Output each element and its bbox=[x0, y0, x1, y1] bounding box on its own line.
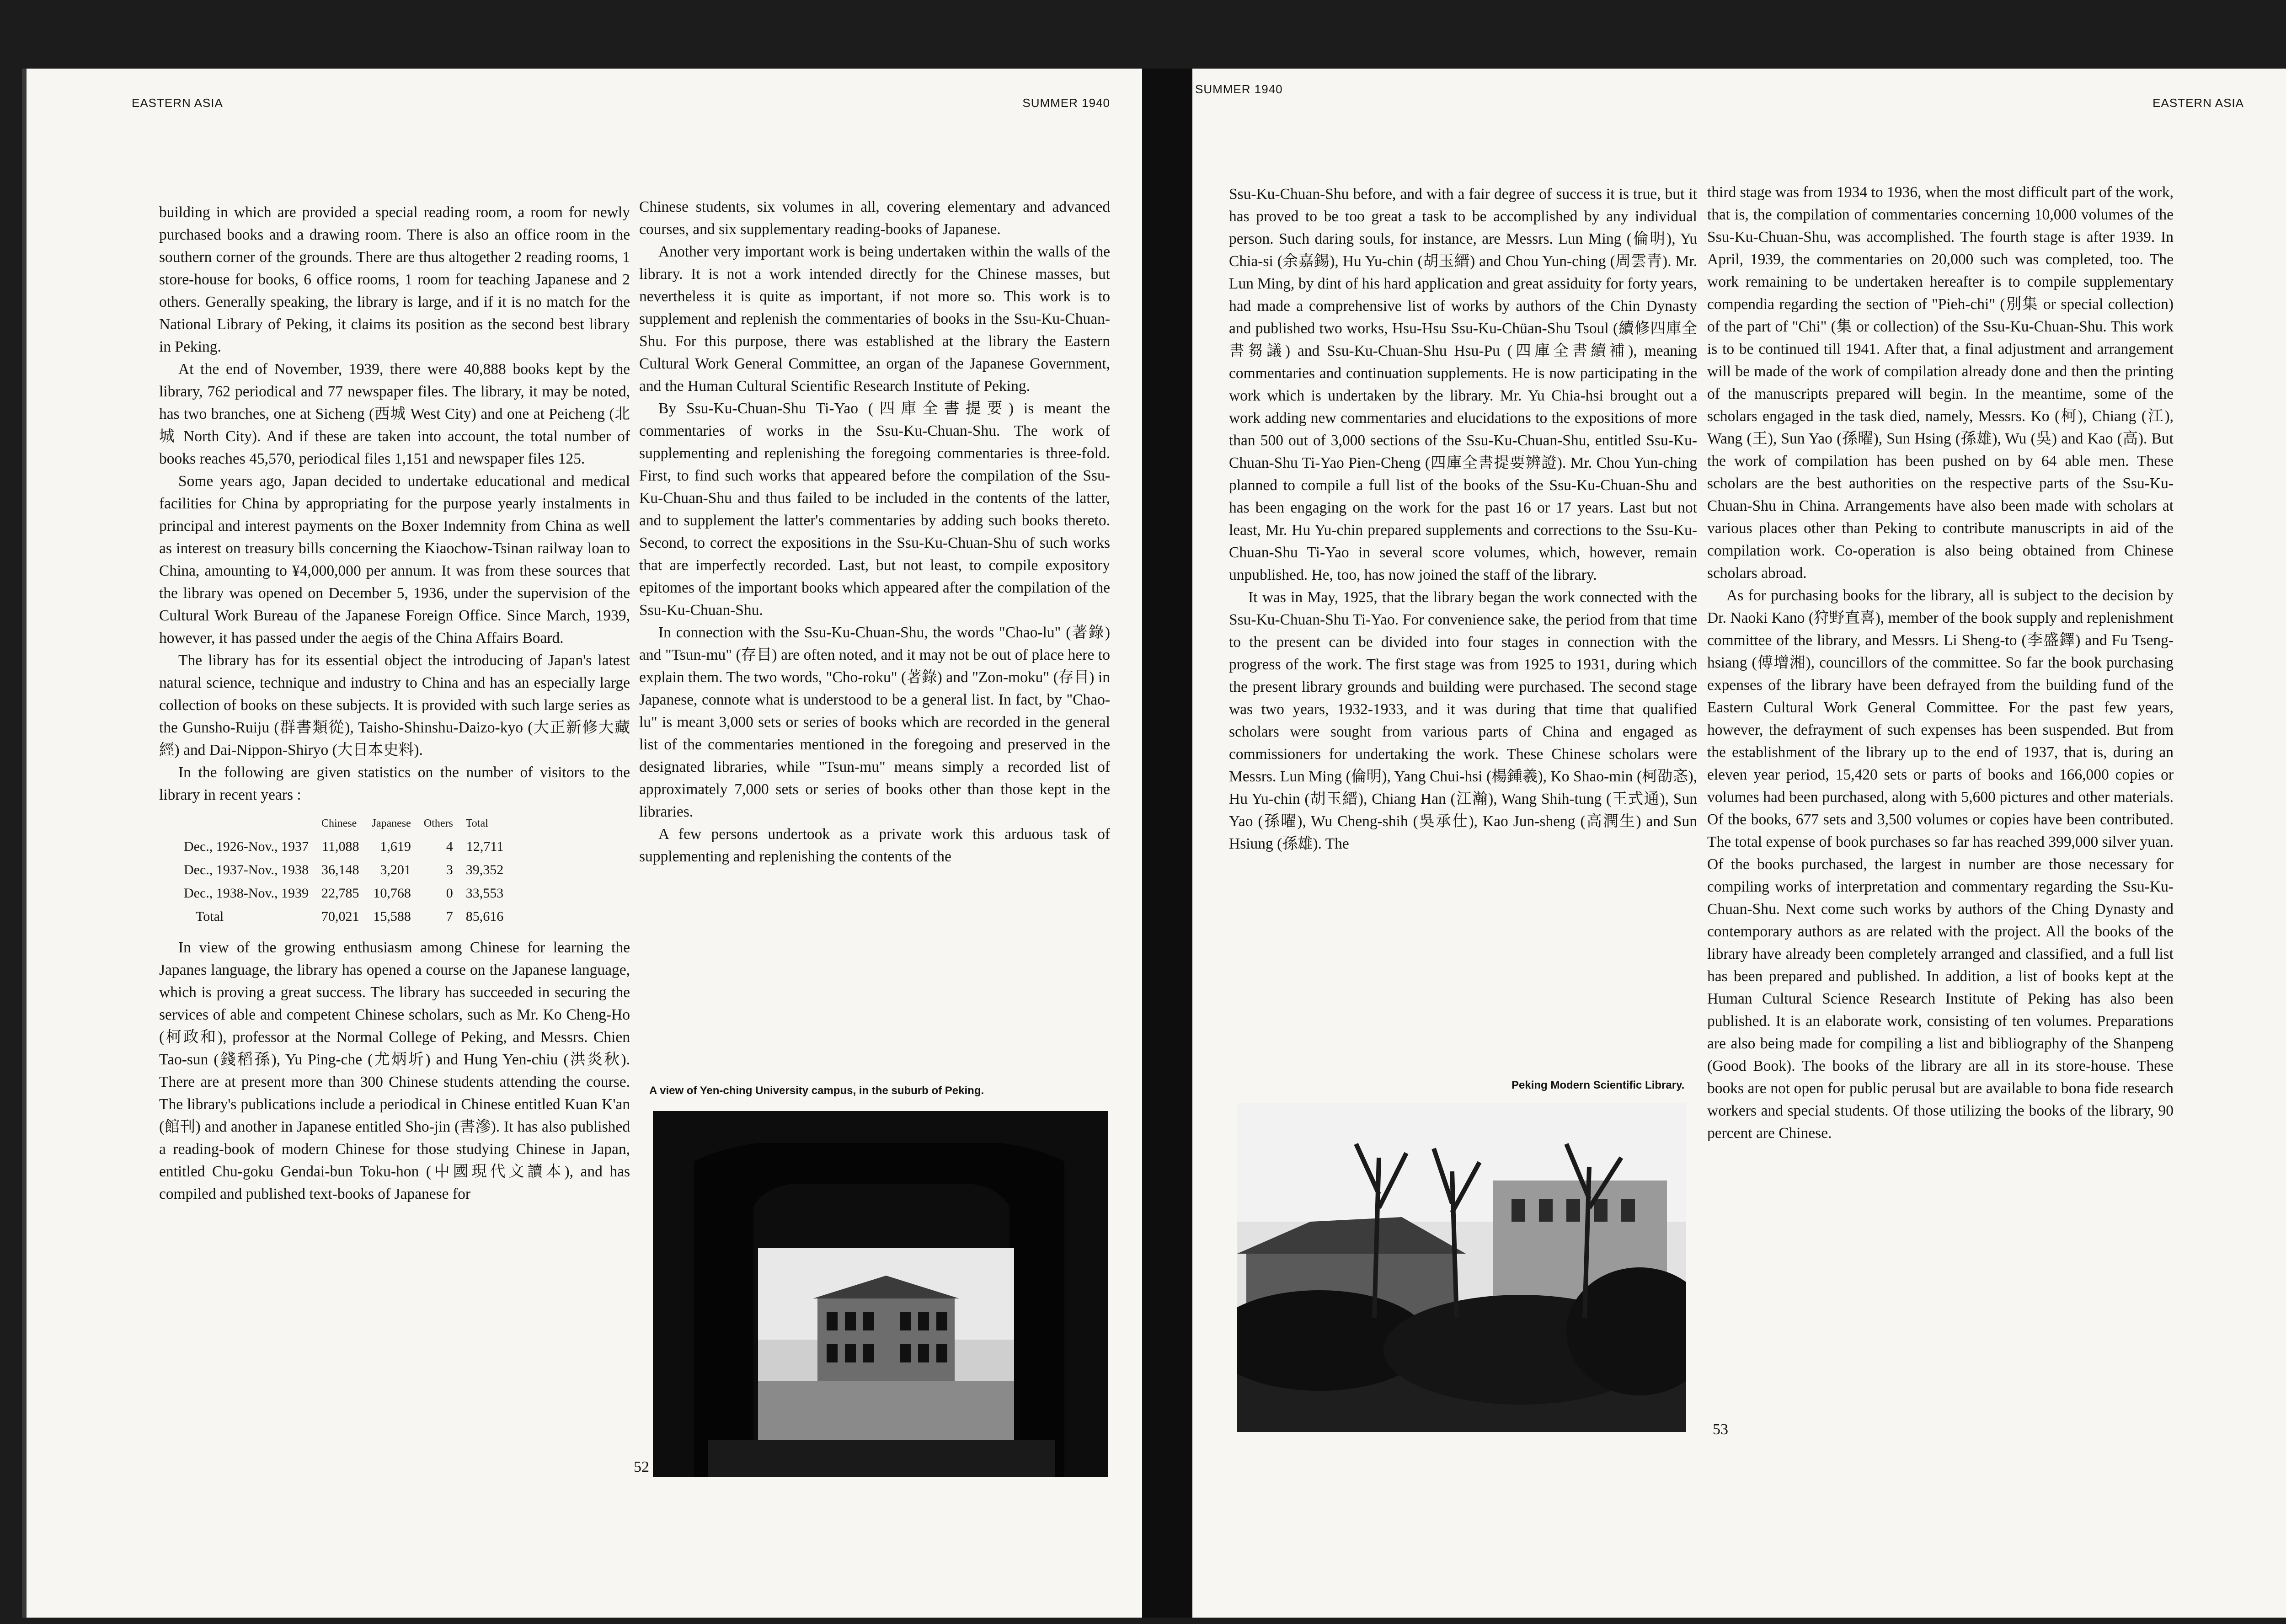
table-cell: 36,148 bbox=[321, 862, 359, 877]
table-cell: 85,616 bbox=[465, 909, 504, 924]
paragraph: As for purchasing books for the library, all is subject to the decision by Dr. Naoki Kano (狩野直喜), member of the book supply and replenishment committee of the library, and Messrs. Li Sheng-to (李盛鐸) and Fu Tseng-hsiang (傅增湘), councillors of the committee. So far the book purchasing expenses of the library have been defrayed from the building fund of the Eastern Cultural Work General Committee. For the past few years, however, the defrayment of such expenses has been suspended. But from the establishment of the library up to the end of 1937, that is, during an eleven year period, 15,420 sets or parts of books and 166,000 copies or volumes had been purchased, along with 5,600 pictures and other materials. Of the books, 677 sets and 3,500 volumes or copies have been contributed. The total expense of book purchases so far has reached 399,000 silver yuan. Of the books purchased, the largest in number are those necessary for compiling works of interpretation and commentary regarding the Ssu-Ku-Chuan-Shu. Next come such works by authors of the Ching Dynasty and contemporary authors as are related with the project. All the books of the library have already been completely arranged and classified, and a full list has been prepared and published. In addition, a list of books kept at the Human Cultural Science Research Institute of Peking has also been published. It is an elaborate work, consisting of ten volumes. Preparations are also being made for compiling a list and bibliography of the Shanpeng (Good Book). The books of the library are all in its store-house. These books are not open for public perusal but are available to bona fide research workers and special students. Of those utilizing the books of the library, 90 percent are Chinese. bbox=[1707, 587, 2174, 1142]
table-header: Others bbox=[423, 817, 453, 829]
table-header bbox=[177, 812, 315, 835]
right-column-2 bbox=[1707, 181, 2174, 1144]
book-gutter bbox=[1138, 69, 1192, 1618]
table-cell: Total bbox=[196, 909, 224, 924]
paragraph: Ssu-Ku-Chuan-Shu before, and with a fair degree of success it is true, but it has proved to be too great a task to be accomplished by any individual person. Such daring souls, for instance, are Messrs. Lun Ming (倫明), Yu Chia-si (余嘉錫), Hu Yu-chin (胡玉縉) and Chou Yun-ching (周雲青). Mr. Lun Ming, by dint of his hard application and great assiduity for forty years, had made a comprehensive list of works by authors of the Chin Dynasty and published two works, Hsu-Hsu Ssu-Ku-Chüan-Shu Tsoul (續修四庫全書芻議) and Ssu-Ku-Chuan-Shu Hsu-Pu (四庫全書續補), meaning commentaries and continuation supplements. He is now participating in the work which is undertaken by the library. Mr. Yu Chia-hsi brought out a work adding new commentaries and elucidations to the expositions of more than 500 out of 3,000 sections of the Ssu-Ku-Chuan-Shu, entitled Ssu-Ku-Chuan-Shu Ti-Yao Pien-Cheng (四庫全書提要辨證). Mr. Chou Yun-ching planned to compile a full list of the books of the Ssu-Ku-Chuan-Shu and has been engaging on the work for the past 16 or 17 years. Last but not least, Mr. Hu Yu-chin prepared supplements and corrections to the Ssu-Ku-Chuan-Shu Ti-Yao in several score volumes, which, however, remain unpublished. He, too, has now joined the staff of the library. bbox=[1229, 186, 1697, 583]
right-page bbox=[1192, 69, 2286, 1618]
right-running-head: EASTERN ASIA bbox=[2152, 96, 2244, 110]
paragraph: A few persons undertook as a private work this arduous task of supplementing and replenishing the contents of the bbox=[639, 826, 1110, 865]
table-row bbox=[177, 881, 510, 905]
visitor-statistics-table bbox=[177, 812, 510, 928]
table-row bbox=[177, 905, 510, 928]
table-cell: 0 bbox=[446, 886, 453, 901]
page-number: 52 bbox=[634, 1458, 649, 1475]
table-cell: Dec., 1926-Nov., 1937 bbox=[184, 839, 309, 854]
right-column-1 bbox=[1229, 183, 1697, 855]
photo-caption: A view of Yen-ching University campus, in the suburb of Peking. bbox=[649, 1084, 984, 1097]
left-column-2 bbox=[639, 196, 1110, 868]
right-running-date: SUMMER 1940 bbox=[1195, 82, 1283, 96]
left-running-head: EASTERN ASIA bbox=[132, 96, 223, 110]
page-number: 53 bbox=[1713, 1421, 1728, 1438]
table-cell: 39,352 bbox=[465, 862, 504, 877]
campus-photo-image bbox=[653, 1111, 1108, 1477]
left-running-date: SUMMER 1940 bbox=[1022, 96, 1110, 110]
table-cell: 4 bbox=[446, 839, 453, 854]
library-photo bbox=[1237, 1103, 1686, 1432]
library-photo-image bbox=[1237, 1103, 1686, 1432]
paragraph: By Ssu-Ku-Chuan-Shu Ti-Yao (四庫全書提要) is meant the commentaries of works in the Ssu-Ku-Chuan-Shu. The work of supplementing and replenishing the foregoing commentaries is three-fold. First, to find such works that appeared before the compilation of the Ssu-Ku-Chuan-Shu and thus failed to be included in the contents of the latter, and to supplement the latter's commentaries by adding such books thereto. Second, to correct the expositions in the Ssu-Ku-Chuan-Shu of such works that are imperfectly recorded. Last, but not least, to compile expository epitomes of the important books which appeared after the compilation of the Ssu-Ku-Chuan-Shu. bbox=[639, 400, 1110, 619]
paragraph: In view of the growing enthusiasm among Chinese for learning the Japanes language, the library has opened a course on the Japanese language, which is proving a great success. The library has succeeded in securing the services of able and competent Chinese scholars, such as Mr. Ko Cheng-Ho (柯政和), professor at the Normal College of Peking, and Messrs. Chien Tao-sun (錢稻孫), Yu Ping-che (尤炳圻) and Hung Yen-chiu (洪炎秋). There are at present more than 300 Chinese students attending the course. The library's publications include a periodical in Chinese entitled Kuan K'an (館刊) and another in Japanese entitled Sho-jin (書滲). It has also published a reading-book of modern Chinese for those studying Chinese in Japan, entitled Chu-goku Gendai-bun Toku-hon (中國現代文讀本), and has compiled and published text-books of Japanese for bbox=[159, 939, 630, 1202]
table-cell: 12,711 bbox=[466, 839, 504, 854]
left-column-1 bbox=[159, 201, 630, 1205]
paragraph: Another very important work is being undertaken within the walls of the library. It is not a work intended directly for the Chinese masses, but nevertheless it is quite as important, if not more so. This work is to supplement and replenish the commentaries of books in the Ssu-Ku-Chuan-Shu. For this purpose, there was established at the library the Eastern Cultural Work General Committee, an organ of the Japanese Government, and the Human Cultural Scientific Research Institute of Peking. bbox=[639, 243, 1110, 395]
paragraph: The library has for its essential object the introducing of Japan's latest natural science, technique and industry to China and has an especially large collection of books on these subjects. It is provided with such large series as the Gunsho-Ruiju (群書類從), Taisho-Shinshu-Daizo-kyo (大正新修大藏經) and Dai-Nippon-Shiryo (大日本史料). bbox=[159, 652, 630, 759]
table-header: Japanese bbox=[372, 817, 411, 829]
table-row bbox=[177, 835, 510, 858]
paragraph: third stage was from 1934 to 1936, when the most difficult part of the work, that is, the compilation of commentaries concerning 10,000 volumes of the Ssu-Ku-Chuan-Shu, was accomplished. The fourth stage is after 1939. In April, 1939, the commentaries on 20,000 such was completed, too. The work remaining to be undertaken hereafter is to compile supplementary compendia regarding the section of "Pieh-chi" (別集 or special collection) of the part of "Chi" (集 or collection) of the Ssu-Ku-Chuan-Shu. This work is to be continued till 1941. After that, a final adjustment and arrangement will be made of the work of compilation already done and then the printing of the manuscripts prepared will begin. In the meantime, some of the scholars engaged in the task died, namely, Messrs. Ko (柯), Chiang (江), Wang (王), Sun Yao (孫曜), Sun Hsing (孫雄), Wu (吳) and Kao (高). But the work of compilation has been pushed on by 64 able men. These scholars are the best authorities on the respective parts of the Ssu-Ku-Chuan-Shu in China. Arrangements have also been made with scholars at various places other than Peking to contribute manuscripts in aid of the compilation work. Co-operation is also being obtained from Chinese scholars abroad. bbox=[1707, 184, 2174, 582]
campus-photo bbox=[653, 1111, 1108, 1477]
table-cell: Dec., 1937-Nov., 1938 bbox=[184, 862, 309, 877]
table-cell: 22,785 bbox=[321, 886, 359, 901]
paragraph: In the following are given statistics on the number of visitors to the library in recent years : bbox=[159, 764, 630, 803]
table-header: Chinese bbox=[321, 817, 357, 829]
table-cell: 3,201 bbox=[380, 862, 411, 877]
left-page bbox=[22, 69, 1142, 1618]
paragraph: It was in May, 1925, that the library began the work connected with the Ssu-Ku-Chuan-Shu Ti-Yao. For convenience sake, the period from that time to the present can be divided into four stages in connection with the progress of the work. The first stage was from 1925 to 1931, during which the present library grounds and building were purchased. The second stage was two years, 1932-1933, and it was during that time that qualified scholars were sought from various parts of China and engaged as commissioners for undertaking the work. These Chinese scholars were Messrs. Lun Ming (倫明), Yang Chui-hsi (楊鍾羲), Ko Shao-min (柯劭忞), Hu Yu-chin (胡玉縉), Chiang Han (江瀚), Wang Shih-tung (王式通), Sun Yao (孫曜), Wu Cheng-shih (吳承仕), Kao Jun-sheng (高潤生) and Sun Hsiung (孫雄). The bbox=[1229, 589, 1697, 852]
table-cell: 3 bbox=[446, 862, 453, 877]
table-row bbox=[177, 858, 510, 881]
paragraph: building in which are provided a special reading room, a room for newly purchased books and a drawing room. There is also an office room in the southern corner of the grounds. There are thus altogether 2 reading rooms, 1 store-house for books, 6 office rooms, 1 room for teaching Japanese and 2 others. Generally speaking, the library is large, and if it is no match for the National Library of Peking, it claims its position as the second best library in Peking. bbox=[159, 204, 630, 355]
table-cell: 7 bbox=[446, 909, 453, 924]
table-cell: 11,088 bbox=[322, 839, 359, 854]
table-cell: 33,553 bbox=[465, 886, 504, 901]
paragraph: In connection with the Ssu-Ku-Chuan-Shu, the words "Chao-lu" (著錄) and "Tsun-mu" (存目) are often noted, and it may not be out of place here to explain them. The two words, "Cho-roku" (著錄) and "Zon-moku" (存目) in Japanese, connote what is understood to be a general list. In fact, by "Chao-lu" is meant 3,000 sets or series of books which are recorded in the general list of the commentaries mentioned in the foregoing and preserved in the designated libraries, while "Tsun-mu" means simply a recorded list of approximately 7,000 sets or series of books other than those kept in the libraries. bbox=[639, 624, 1110, 820]
table-header: Total bbox=[465, 817, 488, 829]
table-cell: 70,021 bbox=[321, 909, 359, 924]
paragraph: Chinese students, six volumes in all, covering elementary and advanced courses, and six supplementary reading-books of Japanese. bbox=[639, 198, 1110, 238]
paragraph: Some years ago, Japan decided to undertake educational and medical facilities for China by appropriating for the purpose yearly instalments in principal and interest payments on the Boxer Indemnity from China as well as interest on treasury bills concerning the Kiaochow-Tsinan railway loan to China, amounting to ¥4,000,000 per annum. It was from these sources that the library was opened on December 5, 1936, under the supervision of the Cultural Work Bureau of the Japanese Foreign Office. Since March, 1939, however, it has passed under the aegis of the China Affairs Board. bbox=[159, 473, 630, 646]
photo-caption: Peking Modern Scientific Library. bbox=[1512, 1079, 1685, 1091]
table-cell: 10,768 bbox=[373, 886, 411, 901]
table-cell: Dec., 1938-Nov., 1939 bbox=[184, 886, 309, 901]
paragraph: At the end of November, 1939, there were 40,888 books kept by the library, 762 periodical and 77 newspaper files. The library, it may be noted, has two branches, one at Sicheng (西城 West City) and one at Peicheng (北城 North City). And if these are taken into account, the total number of books reaches 45,570, periodical files 1,151 and newspaper files 125. bbox=[159, 361, 630, 467]
table-cell: 15,588 bbox=[373, 909, 411, 924]
table-cell: 1,619 bbox=[380, 839, 411, 854]
